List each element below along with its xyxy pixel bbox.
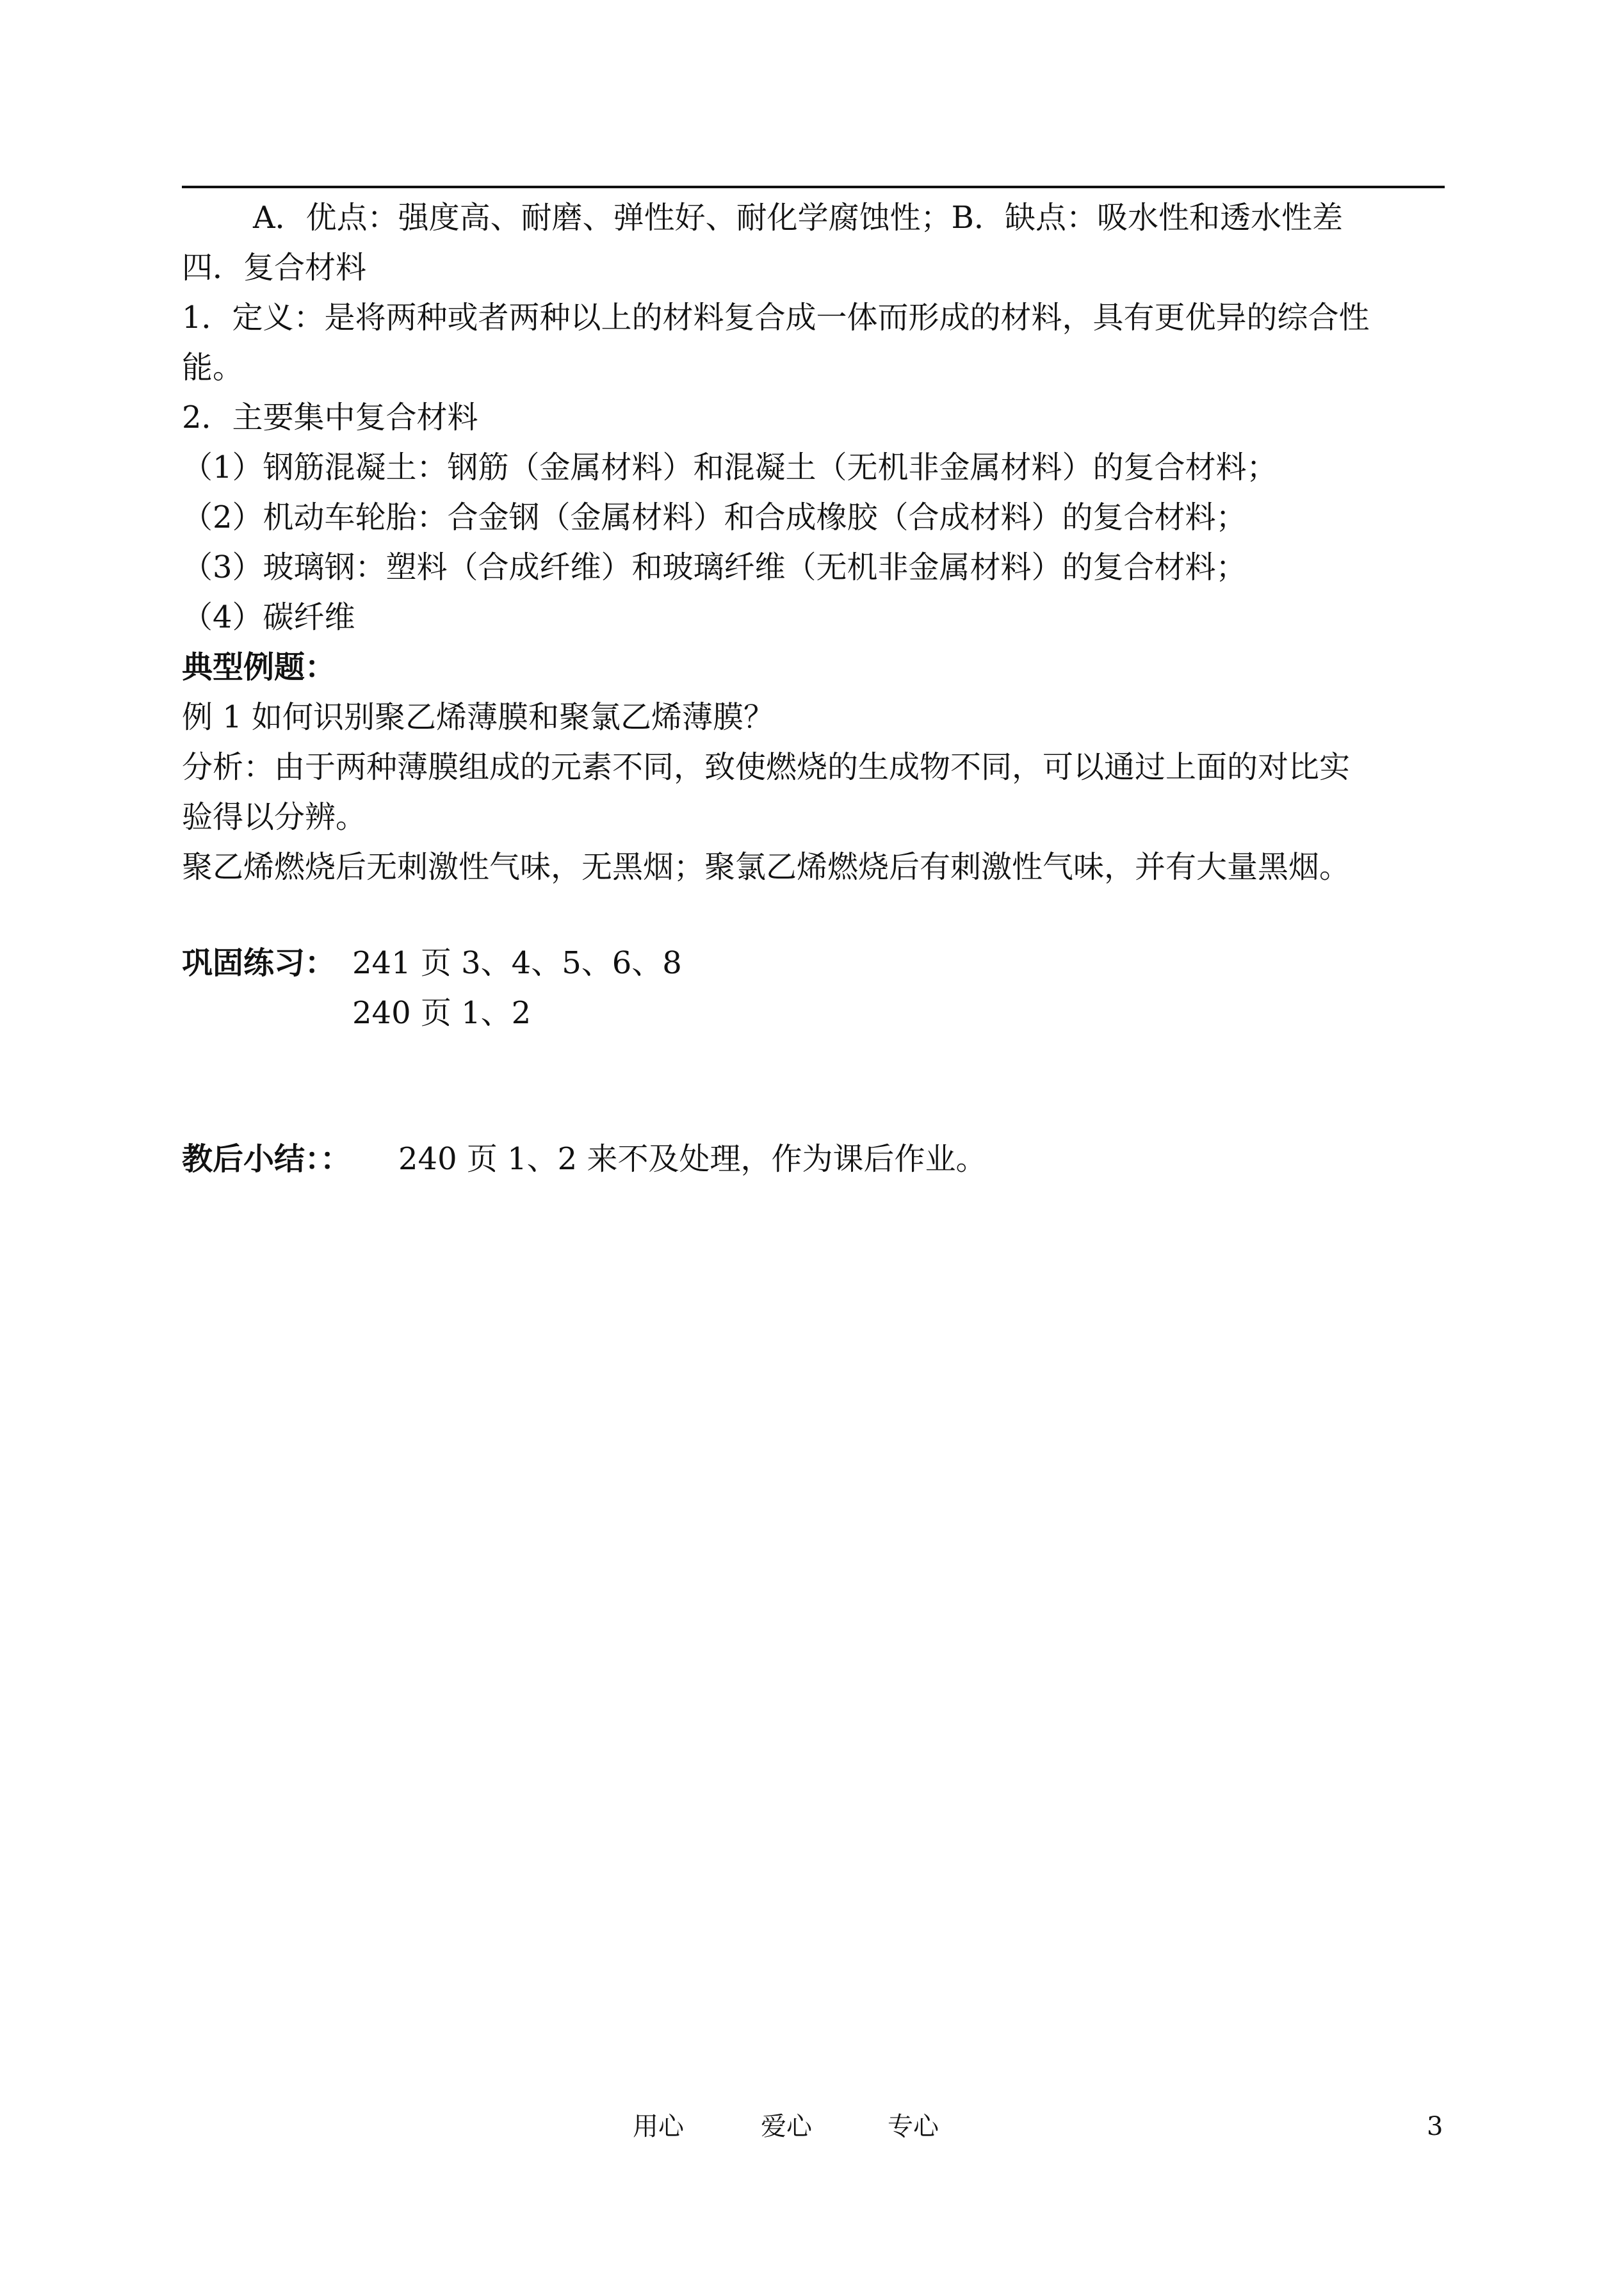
composite-item-4: （4）碳纤维 <box>182 599 355 635</box>
footer-motto-3: 专心 <box>888 2112 939 2141</box>
page-number: 3 <box>1427 2112 1443 2141</box>
composite-item-3: （3）玻璃钢：塑料（合成纤维）和玻璃纤维（无机非金属材料）的复合材料； <box>182 549 1247 585</box>
practice-line-2: 240 页 1、2 <box>352 995 532 1031</box>
summary-label: 教后小结：： <box>182 1141 352 1177</box>
summary-text: 240 页 1、2 来不及处理，作为课后作业。 <box>398 1141 987 1177</box>
practice-line-1: 241 页 3、4、5、6、8 <box>352 945 682 981</box>
analysis-line-1: 分析：由于两种薄膜组成的元素不同，致使燃烧的生成物不同，可以通过上面的对比实 <box>182 749 1351 785</box>
footer-motto-2: 爱心 <box>761 2112 812 2141</box>
main-composites-title: 2．主要集中复合材料 <box>182 400 478 435</box>
typical-examples-heading: 典型例题： <box>182 649 336 685</box>
analysis-line-2: 验得以分辨。 <box>182 799 367 835</box>
composite-item-2: （2）机动车轮胎：合金钢（金属材料）和合成橡胶（合成材料）的复合材料； <box>182 499 1247 535</box>
answer-line: 聚乙烯燃烧后无刺激性气味，无黑烟；聚氯乙烯燃烧后有刺激性气味，并有大量黑烟。 <box>182 849 1351 885</box>
advantages-disadvantages-line: A．优点：强度高、耐磨、弹性好、耐化学腐蚀性；B．缺点：吸水性和透水性差 <box>253 200 1343 236</box>
composite-item-1: （1）钢筋混凝土：钢筋（金属材料）和混凝土（无机非金属材料）的复合材料； <box>182 450 1278 485</box>
practice-label: 巩固练习： <box>182 945 336 981</box>
definition-line-1: 1．定义：是将两种或者两种以上的材料复合成一体而形成的材料，具有更优异的综合性 <box>182 300 1370 336</box>
definition-line-2: 能。 <box>182 350 244 385</box>
section-title-composite-materials: 四．复合材料 <box>182 250 367 286</box>
example-1-question: 例 1 如何识别聚乙烯薄膜和聚氯乙烯薄膜？ <box>182 699 775 735</box>
header-rule <box>182 186 1445 188</box>
footer-motto-1: 用心 <box>633 2112 684 2141</box>
